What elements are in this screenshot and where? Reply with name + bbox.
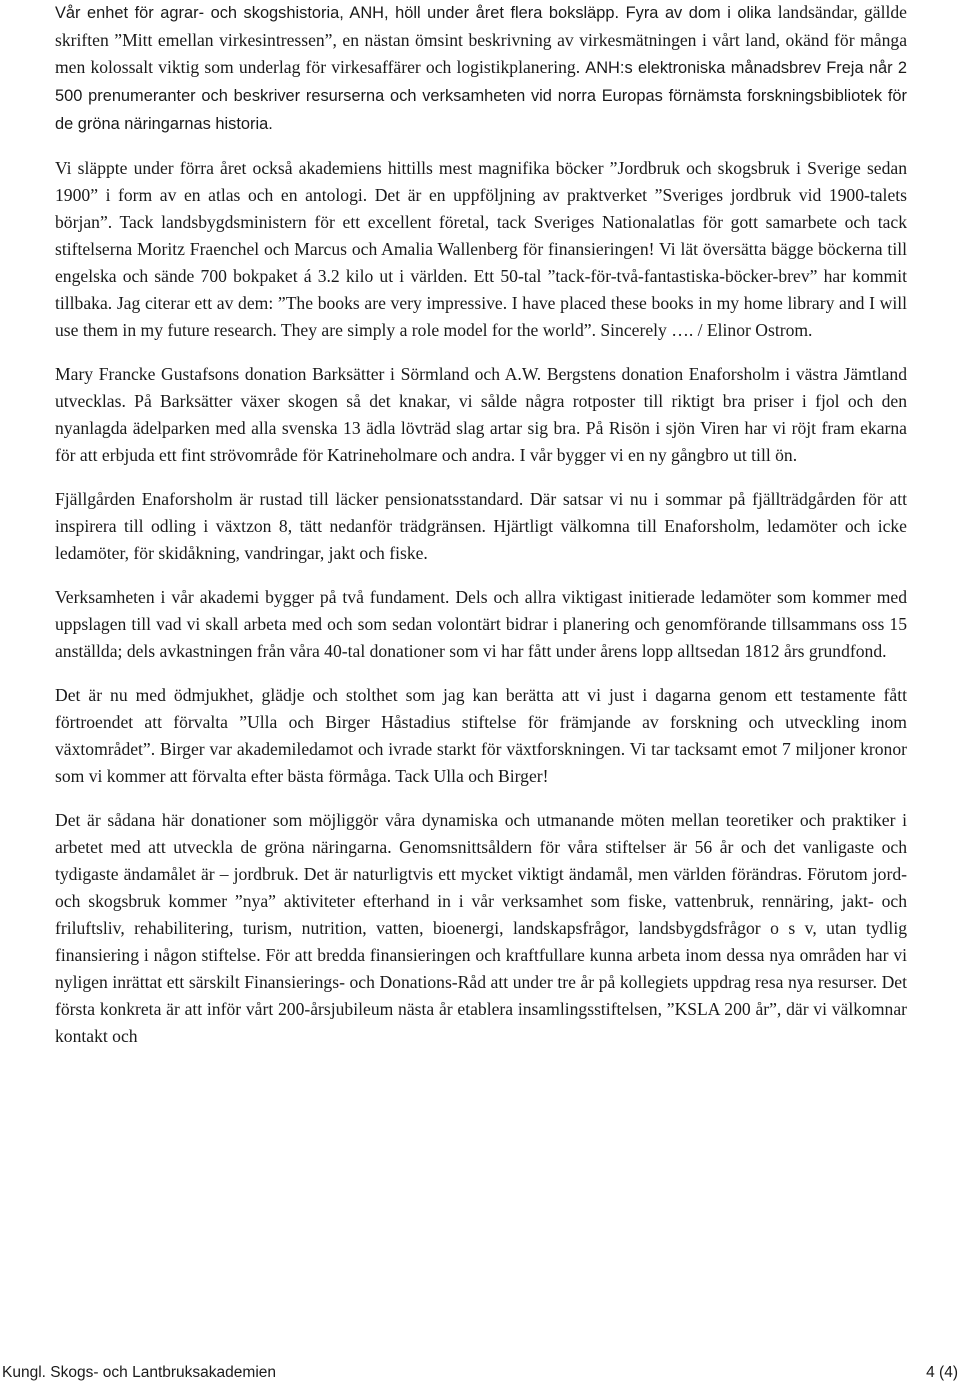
- paragraph-anh-part1: Vår enhet för agrar- och skogshistoria, ANH, höll under året flera boksläpp. Fyra av dom i olika: [55, 4, 778, 22]
- paragraph-enaforsholm: Fjällgården Enaforsholm är rustad till läcker pensionatsstandard. Där satsar vi nu i sommar på fjällträdgården för att inspirera till odling i växtzon 8, tätt nedanför trädgränsen. Hjärtligt välkomna till Enaforsholm, ledamöter och icke ledamöter, för skidåkning, vandringar, jakt och fiske.: [55, 489, 907, 563]
- paragraph-future-funding: Det är sådana här donationer som möjliggör våra dynamiska och utmanande möten mellan teoretiker och praktiker i arbetet med att utveckla de gröna näringarna. Genomsnittsåldern för våra stiftelser är 56 år och det vanligaste och tydigaste ändamålet är – jordbruk. Det är naturligtvis ett mycket viktigt ändamål, men världen förändras. Förutom jord- och skogsbruk kommer ”nya” aktiviteter efterhand in i vår verksamhet som fiske, vattenbruk, rennäring, jakt- och friluftsliv, rehabilitering, turism, nutrition, vatten, bioenergi, landskapsfrågor, landsbygdsfrågor o s v, utan tydlig finansiering i någon stiftelse. För att bredda finansieringen och kraftfullare kunna arbeta inom dessa nya områden har vi nyligen inrättat ett särskilt Finansierings- och Donations-Råd att under tre år på kollegiets uppdrag resa nya resurser. Det första konkreta är att inför vårt 200-årsjubileum nästa år etablera insamlingsstiftelsen, ”KSLA 200 år”, där vi välkomnar kontakt och: [55, 810, 907, 1046]
- paragraph-books: Vi släppte under förra året också akademiens hittills mest magnifika böcker ”Jordbruk och skogsbruk i Sverige sedan 1900” i form av en atlas och en antologi. Det är en uppföljning av praktverket ”Sveriges jordbruk vid 1900-talets början”. Tack landsbygdsministern för ett excellent företal, tack Sveriges Nationalatlas för gott samarbete och tack stiftelserna Moritz Fraenchel och Marcus och Amalia Wallenberg för finansieringen! Vi lät översätta bägge böckerna till engelska och sände 700 bokpaket á 3.2 kilo ut i världen. Ett 50-tal ”tack-för-två-fantastiska-böcker-brev” har kommit tillbaka. Jag citerar ett av dem: ”The books are very impressive. I have placed these books in my home library and I will use them in my future research. They are simply a role model for the world”. Sincerely …. / Elinor Ostrom.: [55, 158, 907, 340]
- paragraph-anh: [55, 0, 907, 138]
- page-footer: [0, 1364, 960, 1386]
- paragraph-hastadius: Det är nu med ödmjukhet, glädje och stolthet som jag kan berätta att vi just i dagarna genom ett testamente fått förtroendet att förvalta ”Ulla och Birger Håstadius stiftelse för främjande av forskning och utveckling inom växtområdet”. Birger var akademiledamot och ivrade starkt för växtforskningen. Vi tar tacksamt emot 7 miljoner kronor som vi kommer att förvalta efter bästa förmåga. Tack Ulla och Birger!: [55, 685, 907, 786]
- paragraph-anh-part2: landsändar, gällde skriften ”Mitt emellan virkesintressen”, en nästan ömsint beskrivning av virkesmätningen i vårt land, okänd för många men kolossalt viktig som underlag för virkesaffärer och logistikplanering.: [55, 2, 907, 77]
- footer-page-number: 4 (4): [926, 1364, 958, 1381]
- paragraph-foundations: Verksamheten i vår akademi bygger på två fundament. Dels och allra viktigast initierade ledamöter som kommer med uppslagen till vad vi skall arbeta med och som sedan volontärt bidrar i planering och genomförande tillsammans oss 15 anställda; dels avkastningen från våra 40-tal donationer som vi har fått under årens lopp alltsedan 1812 års grundfond.: [55, 587, 907, 661]
- paragraph-donations-estates: Mary Francke Gustafsons donation Barksätter i Sörmland och A.W. Bergstens donation Enaforsholm i västra Jämtland utvecklas. På Barksätter växer skogen så det knakar, vi sålde några rotposter till riktigt bra priser i fjol och den nyanlagda ädelparken med alla svenska 13 ädla lövträd slag artar sig bra. På Risön i sjön Viren har vi röjt fram ekarna för att erbjuda ett fint strövområde för Katrineholmare och andra. I vår bygger vi en ny gångbro ut till ön.: [55, 364, 907, 465]
- document-body: [55, 0, 907, 1067]
- footer-organization: Kungl. Skogs- och Lantbruksakademien: [2, 1364, 276, 1381]
- paragraph-anh-part3: ANH:s elektroniska månadsbrev Freja når 2 500 prenumeranter och beskriver resurserna och verksamheten vid norra Europas förnämsta forskningsbibliotek för de gröna näringarnas historia.: [55, 59, 907, 133]
